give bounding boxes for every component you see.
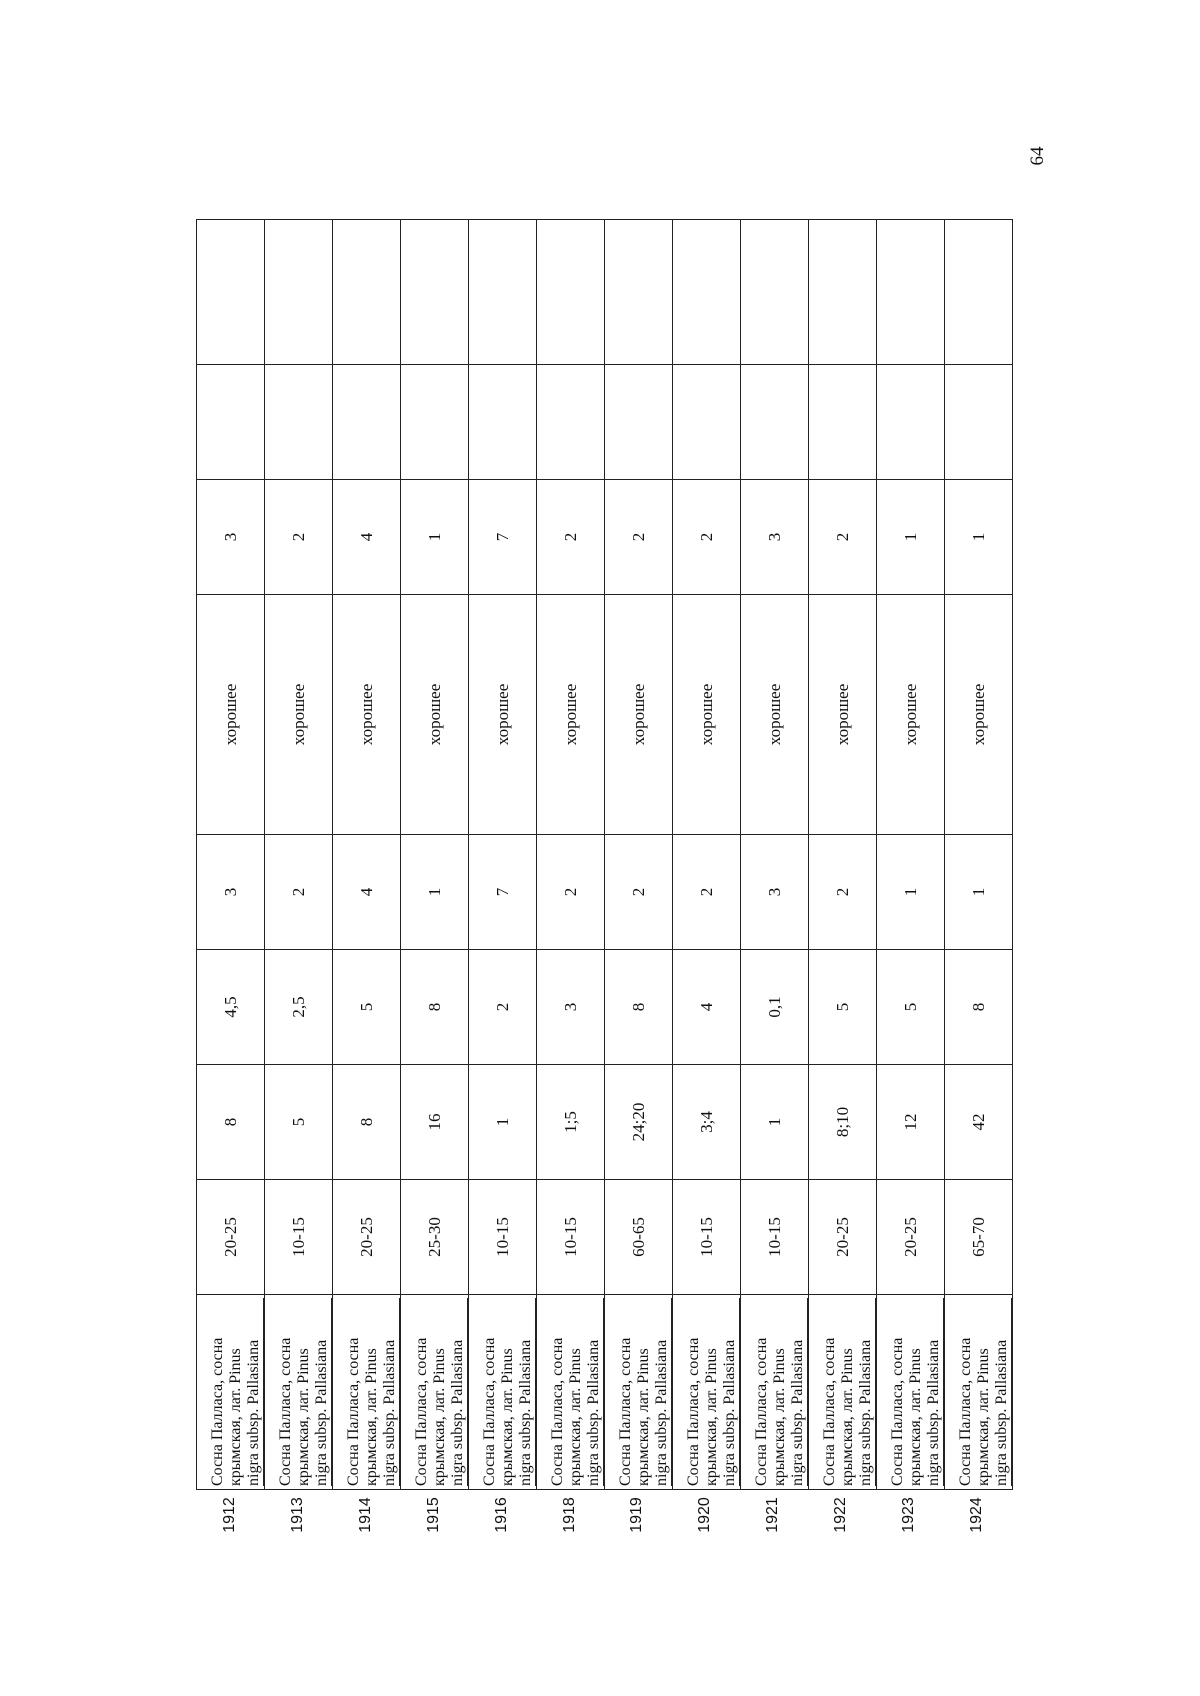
species-name-line: крымская, лат. Pinus (567, 1348, 584, 1486)
rotated-table-area (196, 220, 1011, 1535)
species-name-line: крымская, лат. Pinus (703, 1348, 720, 1486)
empty-cell (741, 220, 809, 365)
species-name-cell (945, 1295, 1013, 1490)
row-number: 1914 (356, 1497, 374, 1533)
diameter-cell: 8 (333, 1065, 401, 1180)
condition-cell: хорошее (401, 595, 469, 835)
row-number: 1921 (764, 1497, 782, 1533)
species-name-line: nigra subsp. Pallasiana (313, 1298, 332, 1486)
age-cell: 20-25 (197, 1180, 265, 1295)
table-frame (196, 220, 1011, 1535)
condition-cell: хорошее (333, 595, 401, 835)
species-name-line: Сосна Палласа, сосна (617, 1337, 634, 1486)
tree-inventory-table (196, 219, 1013, 1490)
age-cell: 25-30 (401, 1180, 469, 1295)
quantity-cell: 1 (945, 480, 1013, 595)
species-name-line: крымская, лат. Pinus (907, 1348, 924, 1486)
species-name-line: крымская, лат. Pinus (431, 1348, 448, 1486)
row-number: 1916 (492, 1497, 510, 1533)
quantity-cell: 3 (741, 480, 809, 595)
condition-cell: хорошее (469, 595, 537, 835)
species-name-line: крымская, лат. Pinus (771, 1348, 788, 1486)
row-number: 1918 (560, 1497, 578, 1533)
count-cell: 2 (809, 835, 877, 950)
species-name-line: nigra subsp. Pallasiana (721, 1298, 740, 1486)
diameter-cell: 24;20 (605, 1065, 673, 1180)
age-cell: 60-65 (605, 1180, 673, 1295)
species-name-cell (265, 1295, 333, 1490)
species-name-line: крымская, лат. Pinus (227, 1348, 244, 1486)
species-name-cell (877, 1295, 945, 1490)
species-name-line: Сосна Палласа, сосна (889, 1337, 906, 1486)
empty-cell (605, 365, 673, 480)
species-name-line: nigra subsp. Pallasiana (653, 1298, 672, 1486)
table-row (265, 220, 333, 1490)
age-cell: 10-15 (673, 1180, 741, 1295)
species-name-line: nigra subsp. Pallasiana (857, 1298, 876, 1486)
row-number: 1913 (288, 1497, 306, 1533)
count-cell: 3 (197, 835, 265, 950)
table-row (673, 220, 741, 1490)
species-name-line: крымская, лат. Pinus (295, 1348, 312, 1486)
empty-cell (469, 365, 537, 480)
quantity-cell: 4 (333, 480, 401, 595)
height-cell: 0,1 (741, 950, 809, 1065)
height-cell: 4,5 (197, 950, 265, 1065)
height-cell: 3 (537, 950, 605, 1065)
species-name-line: nigra subsp. Pallasiana (789, 1298, 808, 1486)
species-name-line: Сосна Палласа, сосна (413, 1337, 430, 1486)
species-name-line: nigra subsp. Pallasiana (381, 1298, 400, 1486)
count-cell: 1 (877, 835, 945, 950)
condition-cell: хорошее (673, 595, 741, 835)
quantity-cell: 3 (197, 480, 265, 595)
count-cell: 1 (401, 835, 469, 950)
species-name-line: nigra subsp. Pallasiana (585, 1298, 604, 1486)
age-cell: 20-25 (809, 1180, 877, 1295)
species-name-cell (673, 1295, 741, 1490)
table-row (401, 220, 469, 1490)
height-cell: 8 (401, 950, 469, 1065)
height-cell: 4 (673, 950, 741, 1065)
condition-cell: хорошее (877, 595, 945, 835)
empty-cell (605, 220, 673, 365)
empty-cell (877, 365, 945, 480)
empty-cell (809, 220, 877, 365)
species-name-line: Сосна Палласа, сосна (685, 1337, 702, 1486)
count-cell: 2 (537, 835, 605, 950)
table-row (333, 220, 401, 1490)
row-number: 1920 (696, 1497, 714, 1533)
age-cell: 20-25 (877, 1180, 945, 1295)
empty-cell (469, 220, 537, 365)
species-name-cell (741, 1295, 809, 1490)
empty-cell (673, 365, 741, 480)
table-row (945, 220, 1013, 1490)
species-name-line: nigra subsp. Pallasiana (517, 1298, 536, 1486)
species-name-line: Сосна Палласа, сосна (821, 1337, 838, 1486)
quantity-cell: 7 (469, 480, 537, 595)
condition-cell: хорошее (265, 595, 333, 835)
quantity-cell: 1 (877, 480, 945, 595)
diameter-cell: 5 (265, 1065, 333, 1180)
count-cell: 3 (741, 835, 809, 950)
condition-cell: хорошее (537, 595, 605, 835)
empty-cell (197, 365, 265, 480)
page-number: 64 (1027, 146, 1048, 166)
diameter-cell: 3;4 (673, 1065, 741, 1180)
age-cell: 65-70 (945, 1180, 1013, 1295)
age-cell: 20-25 (333, 1180, 401, 1295)
row-number: 1923 (900, 1497, 917, 1533)
table-row (537, 220, 605, 1490)
height-cell: 8 (945, 950, 1013, 1065)
species-name-line: Сосна Палласа, сосна (549, 1337, 566, 1486)
age-cell: 10-15 (537, 1180, 605, 1295)
species-name-cell (605, 1295, 673, 1490)
species-name-cell (469, 1295, 537, 1490)
empty-cell (197, 220, 265, 365)
species-name-line: nigra subsp. Pallasiana (925, 1298, 944, 1486)
condition-cell: хорошее (741, 595, 809, 835)
diameter-cell: 8;10 (809, 1065, 877, 1180)
species-name-line: крымская, лат. Pinus (363, 1348, 380, 1486)
empty-cell (673, 220, 741, 365)
empty-cell (401, 365, 469, 480)
quantity-cell: 2 (673, 480, 741, 595)
table-row (741, 220, 809, 1490)
condition-cell: хорошее (605, 595, 673, 835)
empty-cell (333, 220, 401, 365)
quantity-cell: 2 (605, 480, 673, 595)
empty-cell (741, 365, 809, 480)
species-name-cell (197, 1295, 265, 1490)
row-number: 1919 (628, 1497, 646, 1533)
empty-cell (537, 220, 605, 365)
species-name-line: nigra subsp. Pallasiana (245, 1298, 264, 1486)
condition-cell: хорошее (809, 595, 877, 835)
quantity-cell: 2 (265, 480, 333, 595)
diameter-cell: 1;5 (537, 1065, 605, 1180)
row-number: 1912 (221, 1497, 238, 1533)
condition-cell: хорошее (197, 595, 265, 835)
age-cell: 10-15 (741, 1180, 809, 1295)
height-cell: 8 (605, 950, 673, 1065)
species-name-line: Сосна Палласа, сосна (753, 1337, 770, 1486)
diameter-cell: 12 (877, 1065, 945, 1180)
count-cell: 1 (945, 835, 1013, 950)
height-cell: 5 (809, 950, 877, 1065)
condition-cell: хорошее (945, 595, 1013, 835)
species-name-line: nigra subsp. Pallasiana (449, 1298, 468, 1486)
table-row (809, 220, 877, 1490)
diameter-cell: 1 (469, 1065, 537, 1180)
diameter-cell: 16 (401, 1065, 469, 1180)
height-cell: 2,5 (265, 950, 333, 1065)
diameter-cell: 1 (741, 1065, 809, 1180)
species-name-line: крымская, лат. Pinus (839, 1348, 856, 1486)
count-cell: 2 (605, 835, 673, 950)
table-row (469, 220, 537, 1490)
empty-cell (945, 365, 1013, 480)
species-name-line: Сосна Палласа, сосна (957, 1337, 974, 1486)
species-name-cell (809, 1295, 877, 1490)
species-name-line: крымская, лат. Pinus (975, 1348, 992, 1486)
table-row (197, 220, 265, 1490)
height-cell: 2 (469, 950, 537, 1065)
empty-cell (809, 365, 877, 480)
empty-cell (877, 220, 945, 365)
height-cell: 5 (877, 950, 945, 1065)
diameter-cell: 8 (197, 1065, 265, 1180)
row-number-column (196, 1495, 1011, 1535)
empty-cell (333, 365, 401, 480)
count-cell: 2 (673, 835, 741, 950)
species-name-line: Сосна Палласа, сосна (209, 1337, 226, 1486)
species-name-line: крымская, лат. Pinus (635, 1348, 652, 1486)
age-cell: 10-15 (469, 1180, 537, 1295)
species-name-cell (333, 1295, 401, 1490)
quantity-cell: 2 (809, 480, 877, 595)
species-name-cell (537, 1295, 605, 1490)
row-number: 1924 (967, 1497, 985, 1533)
species-name-line: Сосна Палласа, сосна (481, 1337, 498, 1486)
age-cell: 10-15 (265, 1180, 333, 1295)
count-cell: 2 (265, 835, 333, 950)
count-cell: 4 (333, 835, 401, 950)
diameter-cell: 42 (945, 1065, 1013, 1180)
table-row (877, 220, 945, 1490)
row-number: 1915 (424, 1497, 442, 1533)
empty-cell (265, 365, 333, 480)
table-row (605, 220, 673, 1490)
species-name-cell (401, 1295, 469, 1490)
empty-cell (537, 365, 605, 480)
row-number: 1922 (832, 1497, 850, 1533)
species-name-line: крымская, лат. Pinus (499, 1348, 516, 1486)
empty-cell (401, 220, 469, 365)
count-cell: 7 (469, 835, 537, 950)
empty-cell (265, 220, 333, 365)
species-name-line: Сосна Палласа, сосна (345, 1337, 362, 1486)
height-cell: 5 (333, 950, 401, 1065)
empty-cell (945, 220, 1013, 365)
species-name-line: Сосна Палласа, сосна (277, 1337, 294, 1486)
species-name-line: nigra subsp. Pallasiana (993, 1298, 1012, 1486)
quantity-cell: 1 (401, 480, 469, 595)
quantity-cell: 2 (537, 480, 605, 595)
